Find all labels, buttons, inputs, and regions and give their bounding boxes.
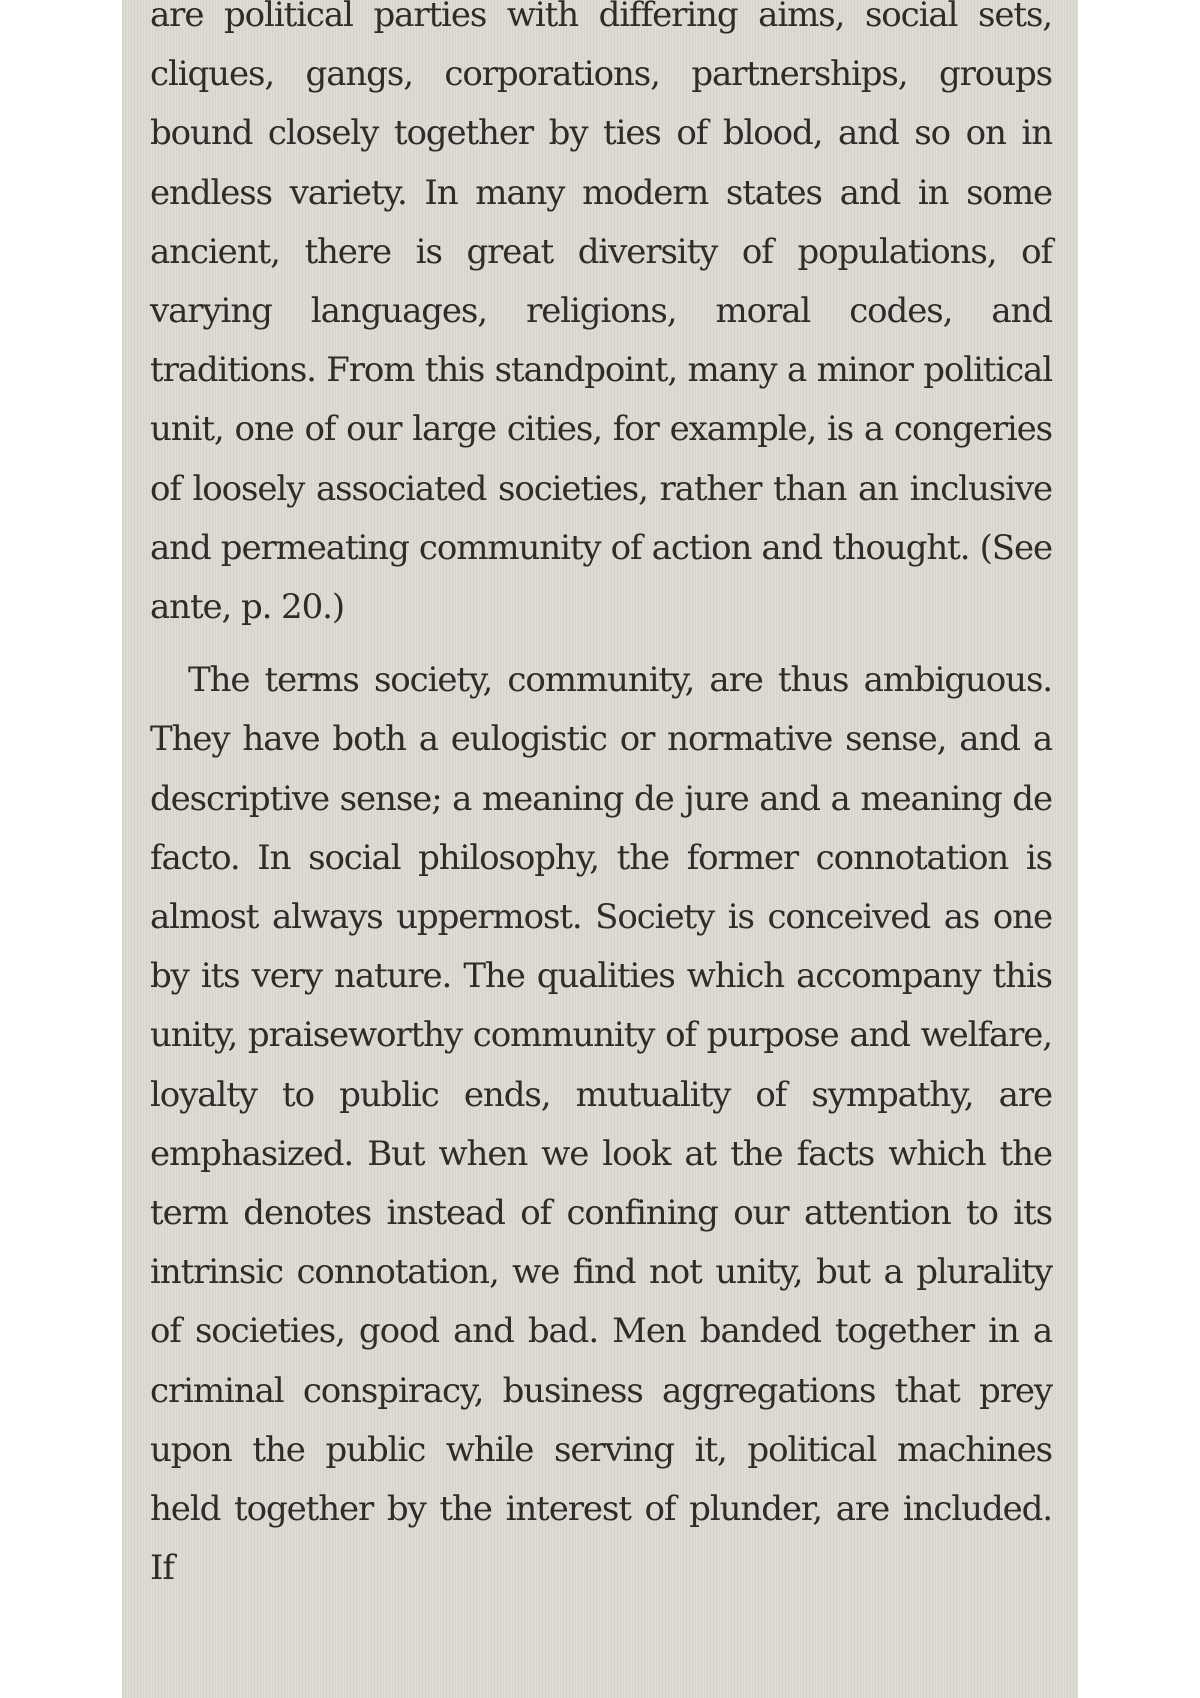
- page-text: [150, 0, 1052, 1598]
- paragraph-continuation: are political parties with differing aims, social sets, cliques, gangs, corporations, partnerships, groups bound closely together by ties of blood, and so on in endless variety. In many modern states and in some ancient, there is great diversity of populations, of varying languages, religions, moral codes, and traditions. From this standpoint, many a minor political unit, one of our large cities, for example, is a congeries of loosely associated societies, rather than an inclusive and permeating community of action and thought. (See ante, p. 20.): [150, 0, 1052, 628]
- paragraph-society-community: The terms society, community, are thus ambiguous. They have both a eulogistic or normative sense, and a descriptive sense; a meaning de jure and a meaning de facto. In social philosophy, the former connotation is almost always uppermost. Society is conceived as one by its very nature. The qualities which accompany this unity, praiseworthy community of purpose and welfare, loyalty to public ends, mutuality of sympathy, are emphasized. But when we look at the facts which the term denotes instead of confining our attention to its intrinsic connotation, we find not unity, but a plurality of societies, good and bad. Men banded together in a criminal conspiracy, business aggregations that prey upon the public while serving it, political machines held together by the interest of plunder, are included. If: [150, 660, 1052, 1589]
- book-page: [122, 0, 1078, 1698]
